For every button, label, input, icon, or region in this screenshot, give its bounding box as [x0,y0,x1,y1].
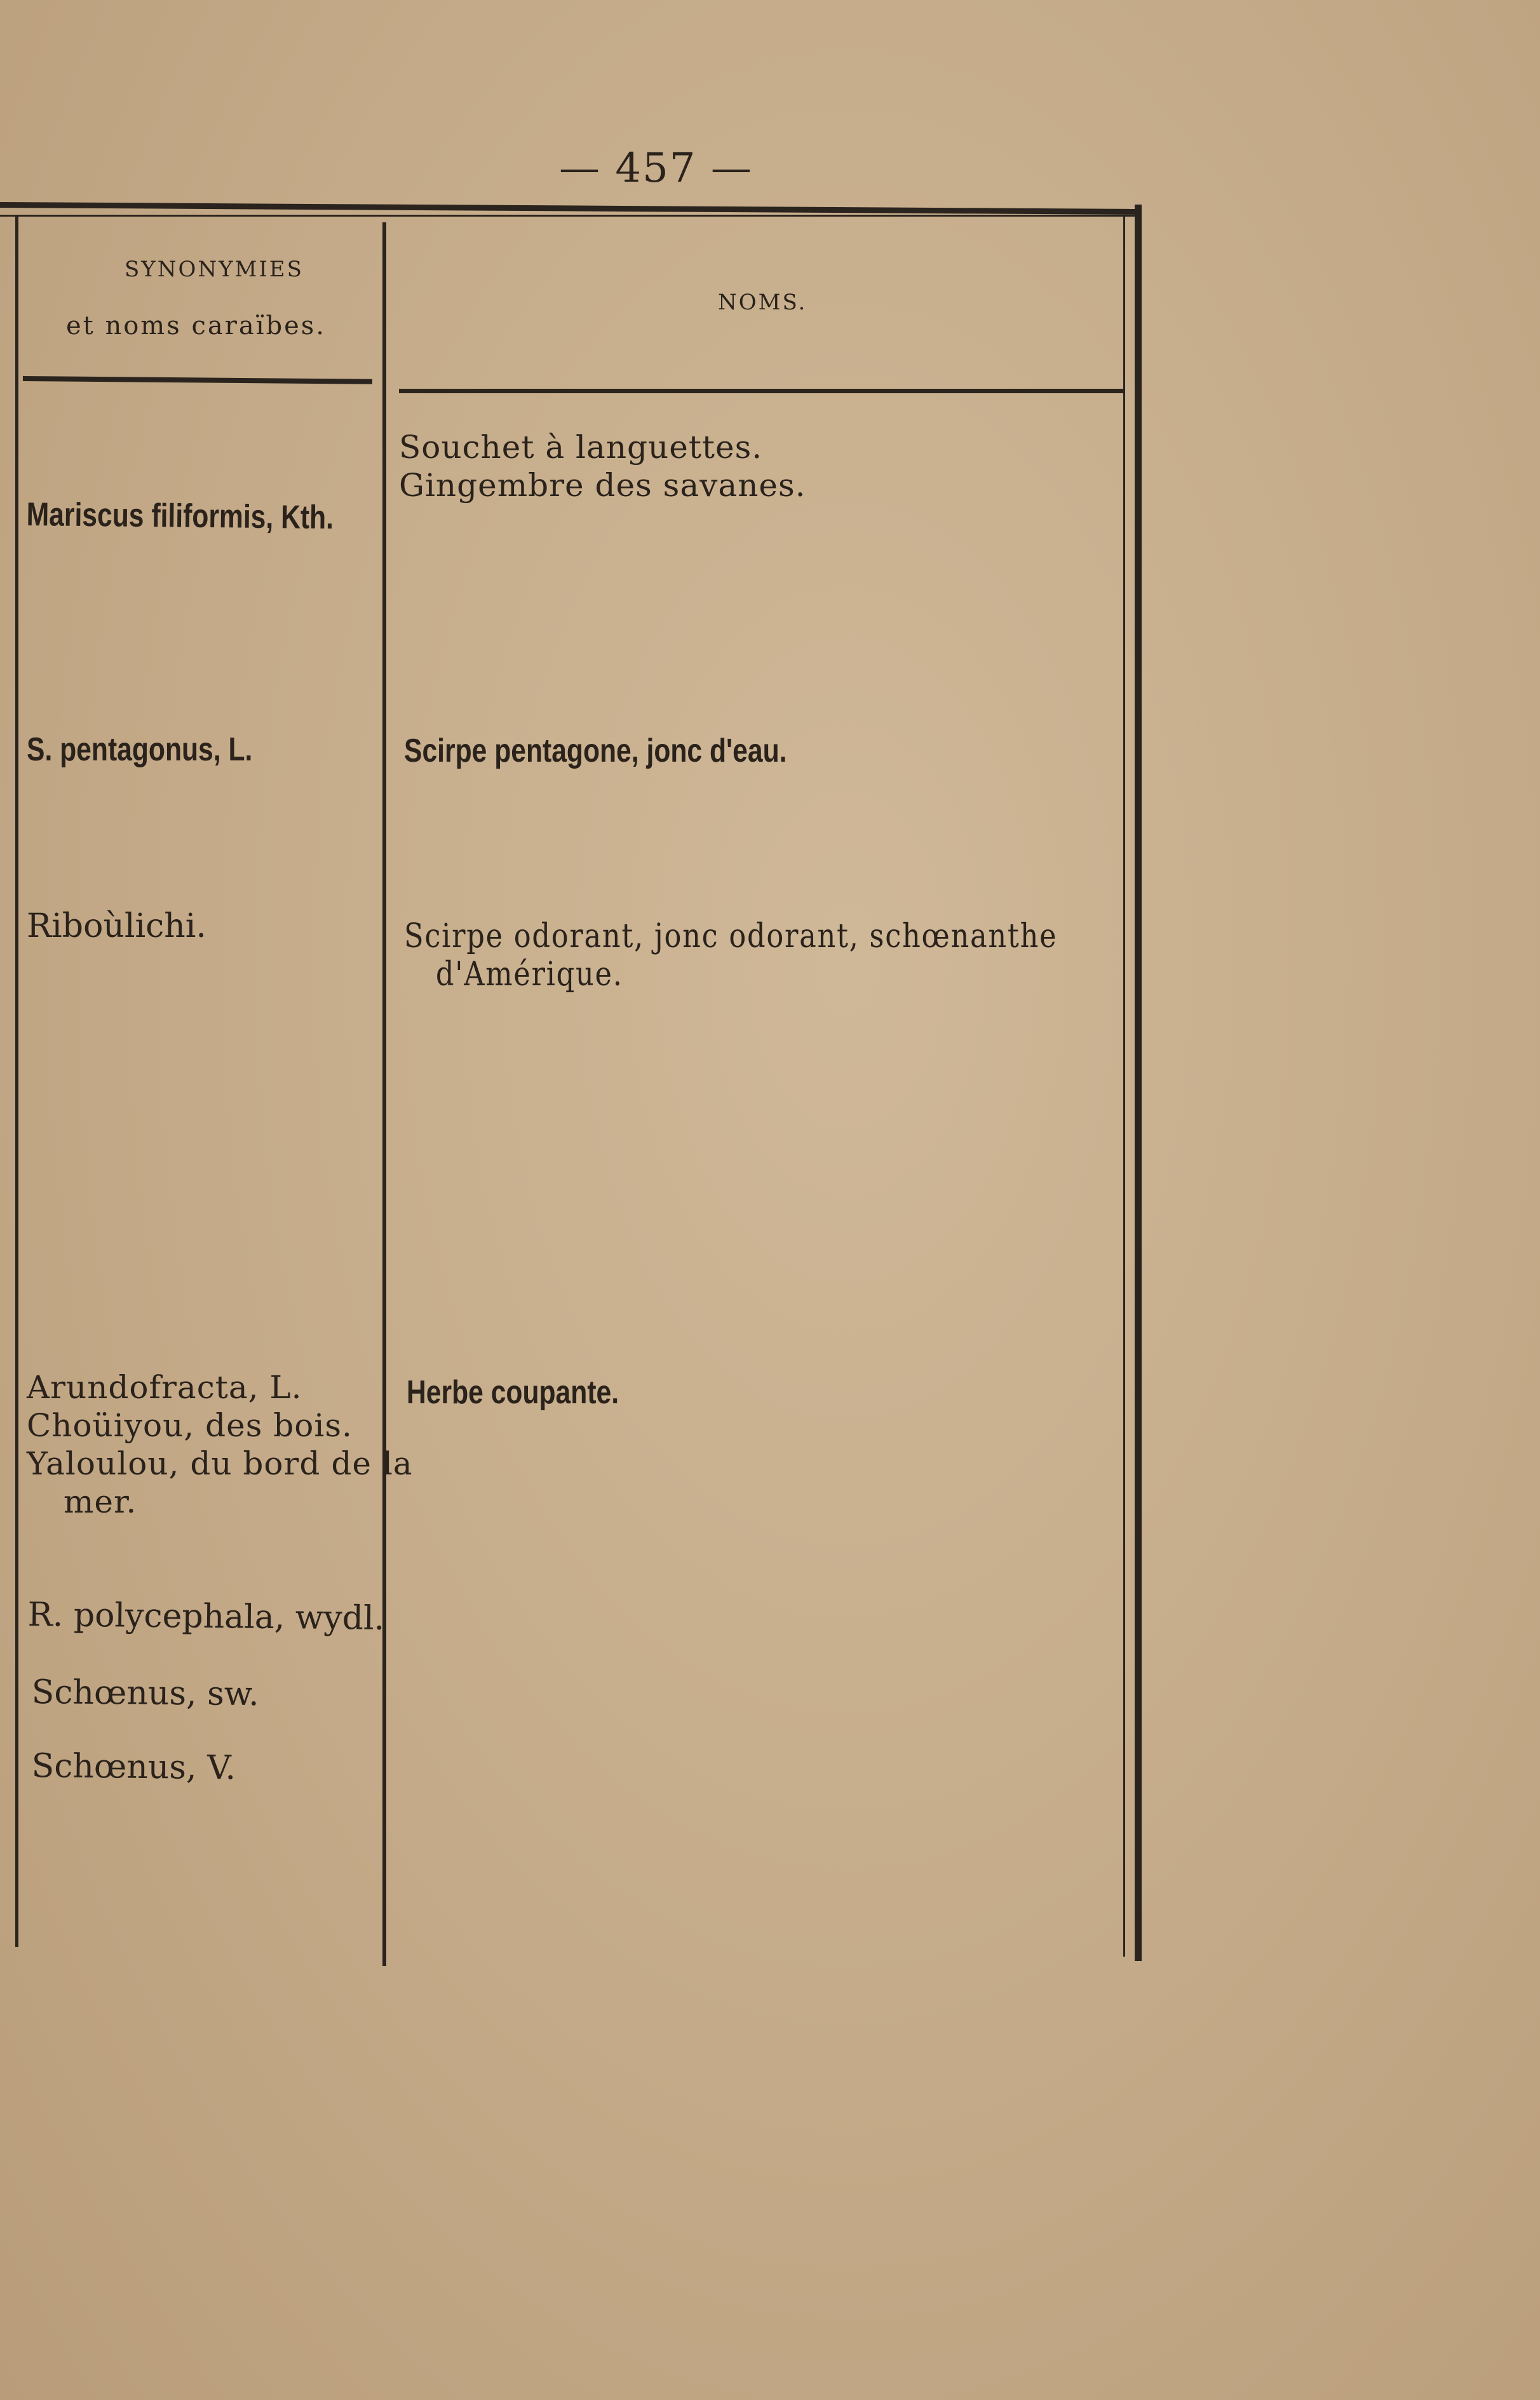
page-number: — 457 — [559,145,753,192]
table-row-6-synonymy [31,1673,259,1713]
synonymy-line: Schœnus, sw. [31,1673,259,1714]
synonymy-line: Arundofracta, L. [27,1369,302,1406]
table-right-border [1135,205,1142,1961]
table-right-border-thin [1123,216,1125,1957]
name-line: d'Amérique. [435,955,623,994]
synonymy-line: S. pentagonus, L. [27,731,253,768]
synonymy-line: R. polycephala, wydl. [27,1596,385,1638]
table-top-rule [0,202,1137,215]
table-row-4-synonymy [27,1368,413,1521]
table-row-2-synonymy [27,731,252,769]
header-names: NOMS. [718,290,807,315]
synonymy-line: Schœnus, V. [31,1747,236,1788]
table-row-7-synonymy [31,1747,236,1787]
header-synonymies-line2: et noms caraïbes. [66,311,327,340]
table-row-3-synonymy [27,907,206,945]
synonymy-line: Yaloulou, du bord de la [27,1445,413,1482]
header-synonymies-line1: SYNONYMIES [125,257,304,282]
name-line: Scirpe odorant, jonc odorant, schœnanthe [404,917,1058,955]
column-divider [382,222,386,1966]
table-top-rule-thin [0,215,1137,217]
table-row-1-synonymy [26,496,334,537]
table-left-border [15,216,18,1947]
synonymy-line: mer. [64,1483,137,1520]
table-row-2-names [404,732,787,770]
table-row-5-synonymy [27,1596,384,1638]
header-rule-right [399,389,1123,393]
synonymy-line: Mariscus filiformis, Kth. [26,496,334,537]
name-line: Souchet à languettes. [399,429,763,466]
synonymy-line: Choüiyou, des bois. [27,1407,353,1444]
name-line: Herbe coupante. [407,1374,619,1411]
header-rule-left [23,376,372,384]
synonymy-line: Riboùlichi. [27,907,206,945]
table-row-1-names [399,428,806,504]
table-row-3-names [404,917,1057,994]
table-row-4-names [407,1373,619,1412]
name-line: Scirpe pentagone, jonc d'eau. [404,732,787,769]
name-line: Gingembre des savanes. [399,467,806,504]
